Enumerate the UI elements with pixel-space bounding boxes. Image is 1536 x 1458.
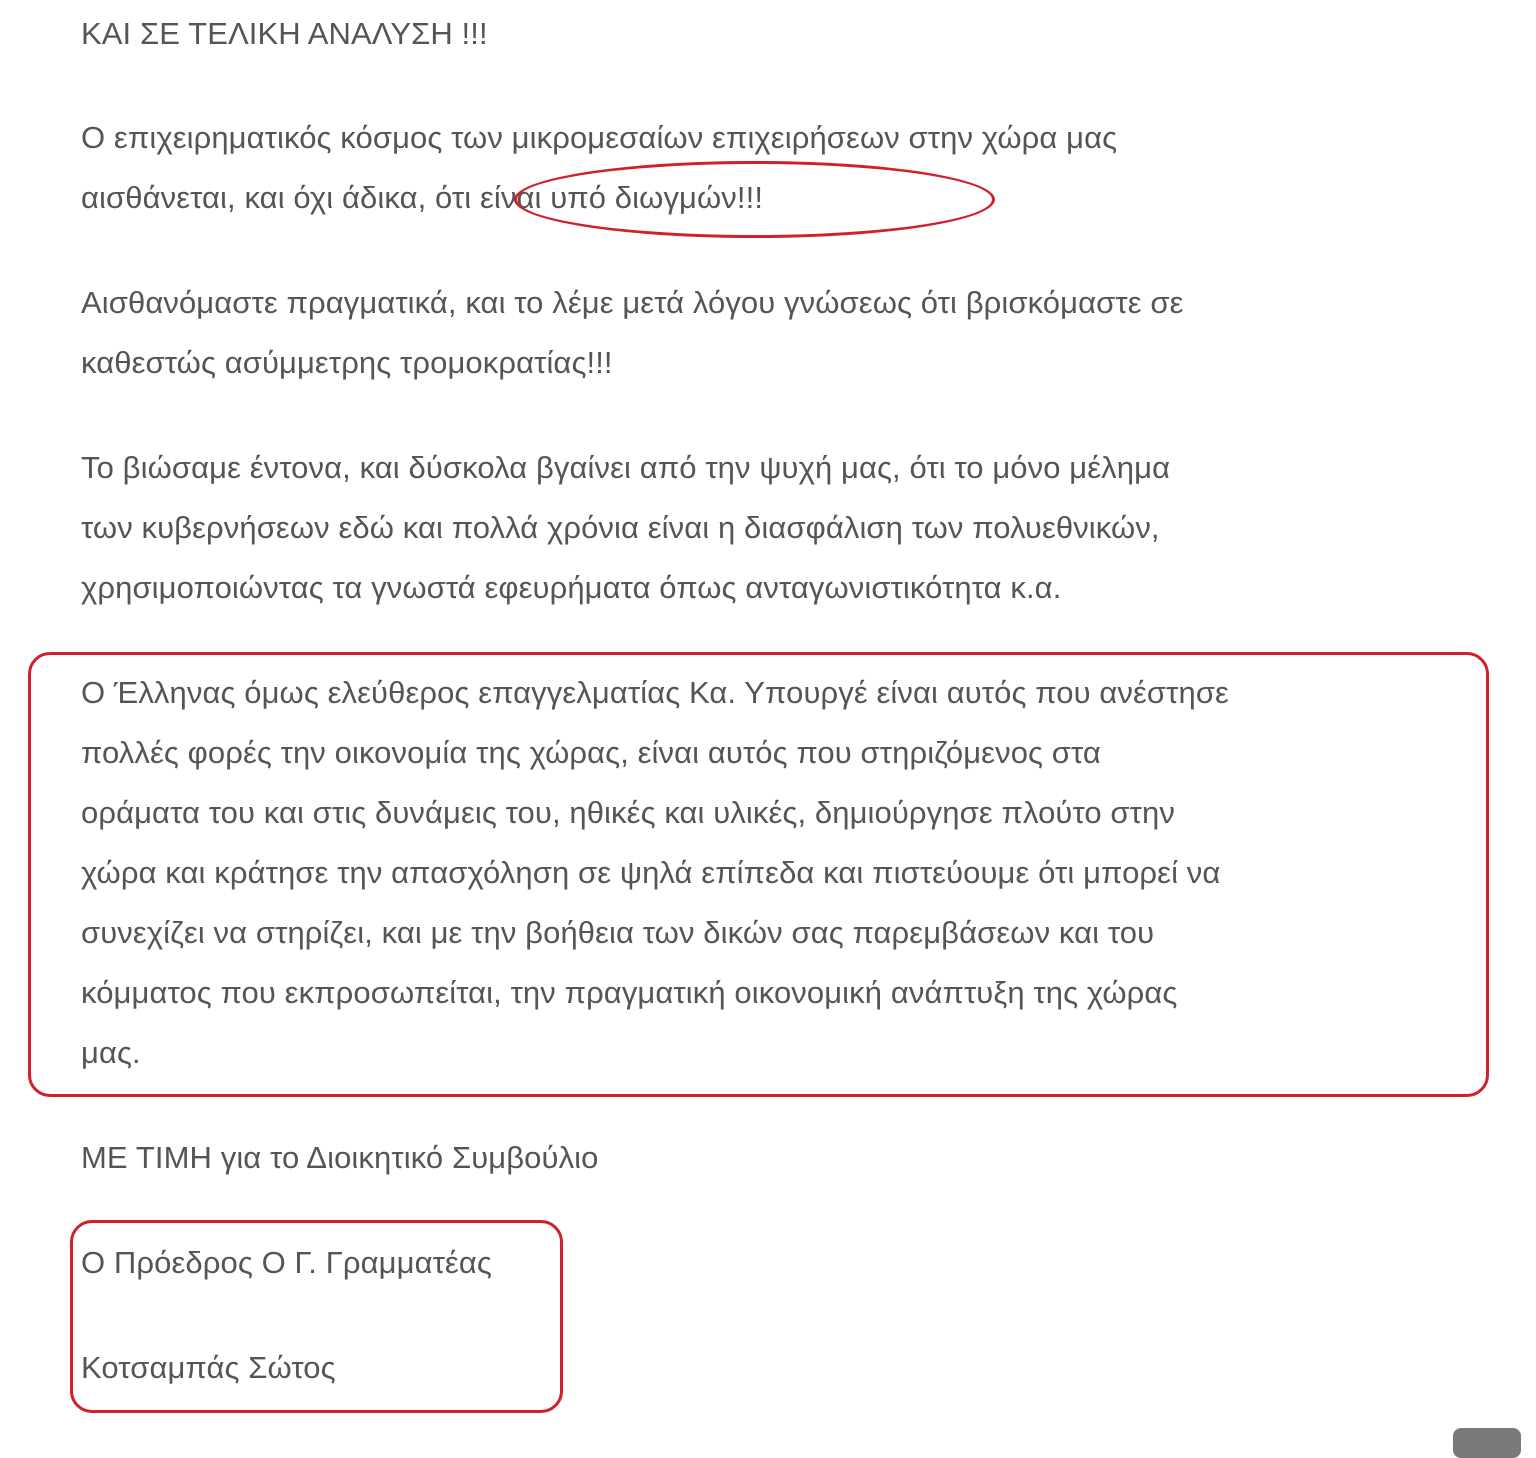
signature-name: Κοτσαμπάς Σώτος <box>81 1350 336 1385</box>
paragraph-4: Ο Έλληνας όμως ελεύθερος επαγγελματίας Κα. Υπουργέ είναι αυτός που ανέστησε πολλές φορές την οικονομία της χώρας, είναι αυτός που στηριζόμενος στα οράματα του και στις δυνάμεις του, ηθικές και υλικές, δημιούργησε πλούτο στην χώρα και κράτησε την απασχόληση σε ψηλά επίπεδα και πιστεύουμε ότι μπορεί να συνεχίζει να στηρίζει, και με την βοήθεια των δικών σας παρεμβάσεων και του κόμματος που εκπροσωπείται, την πραγματική οικονομική ανάπτυξη της χώρας μας. <box>81 675 1229 1070</box>
highlight-ellipse <box>514 161 995 238</box>
highlight-box-signature <box>70 1220 563 1413</box>
paragraph-1: Ο επιχειρηματικός κόσμος των μικρομεσαίων επιχειρήσεων στην χώρα μας αισθάνεται, και όχι άδικα, ότι είναι υπό διωγμών!!! <box>81 120 1118 215</box>
scroll-to-top-button[interactable] <box>1453 1428 1521 1458</box>
paragraph-3: Το βιώσαμε έντονα, και δύσκολα βγαίνει από την ψυχή μας, ότι το μόνο μέλημα των κυβερνήσεων εδώ και πολλά χρόνια είναι η διασφάλιση των πολυεθνικών, χρησιμοποιώντας τα γνωστά εφευρήματα όπως ανταγωνιστικότητα κ.α. <box>81 450 1171 605</box>
paragraph-2: Αισθανόμαστε πραγματικά, και το λέμε μετά λόγου γνώσεως ότι βρισκόμαστε σε καθεστώς ασύμμετρης τρομοκρατίας!!! <box>81 285 1184 380</box>
closing-line: ΜΕ ΤΙΜΗ για το Διοικητικό Συμβούλιο <box>81 1140 599 1175</box>
highlight-box-paragraph <box>28 652 1489 1097</box>
heading: ΚΑΙ ΣΕ ΤΕΛΙΚΗ ΑΝΑΛΥΣΗ !!! <box>81 16 488 51</box>
signature-titles: Ο Πρόεδρος Ο Γ. Γραμματέας <box>81 1245 492 1280</box>
